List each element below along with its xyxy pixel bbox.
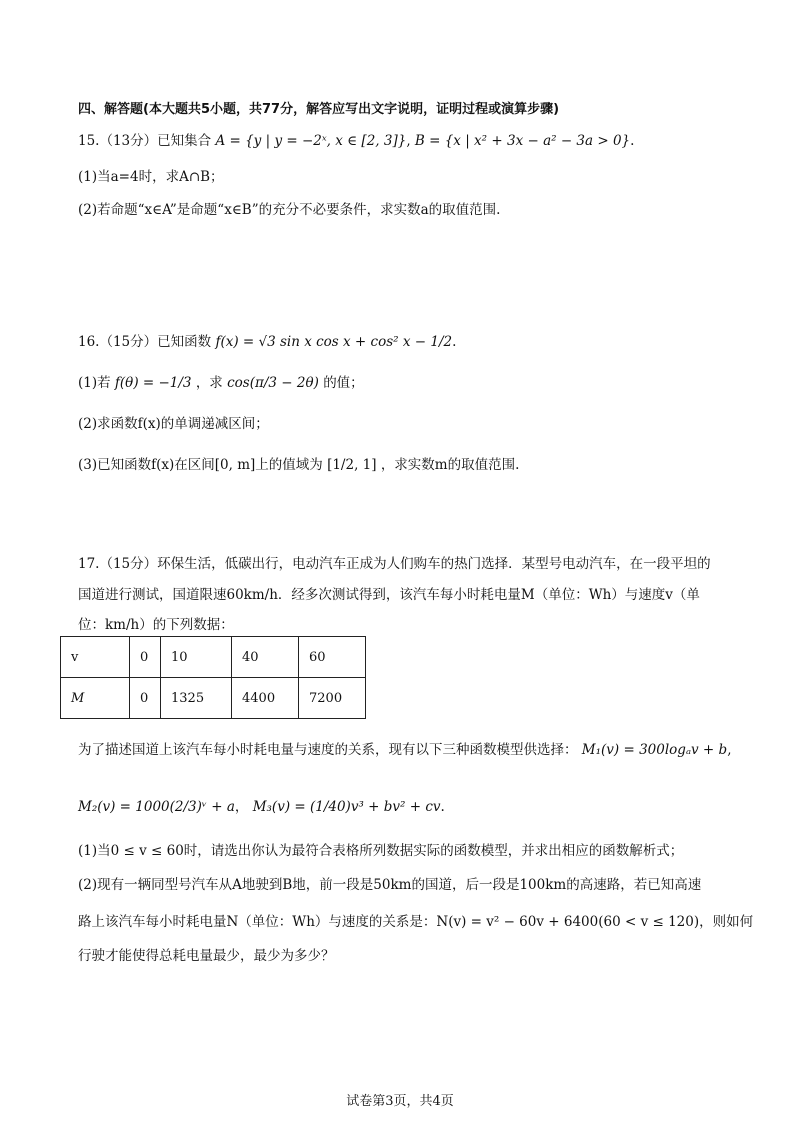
q17-part2-line1: (2)现有一辆同型号汽车从A地驶到B地，前一段是50km的国道，后一段是100km的高速路，若已知高速 <box>78 877 702 893</box>
q16-function: f(x) = √3 sin x cos x + cos² x − 1/2 <box>215 334 453 350</box>
q15-header: 15.（13分）已知集合 A = {y | y = −2ˣ, x ∈ [2, 3]}, B = {x | x² + 3x − a² − 3a > 0}. <box>78 133 635 149</box>
q15-set-b: B = {x | x² + 3x − a² − 3a > 0} <box>414 133 631 149</box>
q15-set-a: A = {y | y = −2ˣ, x ∈ [2, 3]} <box>215 133 407 149</box>
table-cell: 60 <box>299 637 366 678</box>
q17-part1: (1)当0 ≤ v ≤ 60时，请选出你认为最符合表格所列数据实际的函数模型，并求出相应的函数解析式； <box>78 843 684 859</box>
q16-part2: (2)求函数f(x)的单调递减区间； <box>78 416 269 432</box>
data-table <box>60 636 366 719</box>
q16-header: 16.（15分）已知函数 f(x) = √3 sin x cos x + cos² x − 1/2. <box>78 334 457 350</box>
q17-model3: M₃(v) = (1/40)v³ + bv² + cv <box>252 799 441 815</box>
q16-part3 <box>78 455 519 475</box>
table-row <box>61 637 366 678</box>
q16-label: 16.（15分）已知函数 <box>78 334 212 350</box>
q17-models-intro: 为了描述国道上该汽车每小时耗电量与速度的关系，现有以下三种函数模型供选择： M₁(v) = 300logₐv + b, <box>78 742 732 758</box>
q17-model2: M₂(v) = 1000(2/3)ᵛ + a <box>78 799 235 815</box>
q17-part2-line3: 行驶才能使得总耗电量最少，最少为多少？ <box>78 948 335 964</box>
q15-part2: (2)若命题“x∈A”是命题“x∈B”的充分不必要条件，求实数a的取值范围. <box>78 202 501 218</box>
page-footer: 试卷第3页，共4页 <box>346 1094 454 1109</box>
q16-part3-suffix: ，求实数m的取值范围. <box>380 457 520 473</box>
q16-part3-range: [1/2, 1] <box>327 457 377 473</box>
table-cell: 0 <box>130 637 161 678</box>
q17-models-intro-text: 为了描述国道上该汽车每小时耗电量与速度的关系，现有以下三种函数模型供选择： <box>78 742 578 758</box>
q16-part1-suffix: 的值； <box>323 375 364 391</box>
q16-part3-prefix: (3)已知函数f(x)在区间[0, m]上的值域为 <box>78 457 323 473</box>
q16-part1 <box>78 373 364 393</box>
q16-part1-ask: ，求 <box>195 375 223 391</box>
q16-part1-expression: cos(π/3 − 2θ) <box>227 375 319 391</box>
section-title: 四、解答题(本大题共5小题，共77分，解答应写出文字说明，证明过程或演算步骤) <box>78 102 560 117</box>
table-cell: 4400 <box>232 678 299 719</box>
table-cell: M <box>61 678 130 719</box>
table-cell: v <box>61 637 130 678</box>
table-cell: 40 <box>232 637 299 678</box>
table-row <box>61 678 366 719</box>
q17-line3: 位：km/h）的下列数据： <box>78 617 234 633</box>
table-cell: 7200 <box>299 678 366 719</box>
q17-model1: M₁(v) = 300logₐv + b <box>581 742 728 758</box>
table-cell: 1325 <box>161 678 232 719</box>
q16-part1-prefix: (1)若 <box>78 375 111 391</box>
table-cell: 0 <box>130 678 161 719</box>
q17-line1: 17.（15分）环保生活，低碳出行，电动汽车正成为人们购车的热门选择．某型号电动汽车，在一段平坦的 <box>78 556 711 572</box>
q17-part2-line2: 路上该汽车每小时耗电量N（单位：Wh）与速度的关系是：N(v) = v² − 60v + 6400(60 < v ≤ 120)，则如何 <box>78 914 754 930</box>
q17-models-line2: M₂(v) = 1000(2/3)ᵛ + a， M₃(v) = (1/40)v³ + bv² + cv. <box>78 799 445 815</box>
table-cell: 10 <box>161 637 232 678</box>
q17-line2: 国道进行测试，国道限速60km/h．经多次测试得到，该汽车每小时耗电量M（单位：Wh）与速度v（单 <box>78 587 700 603</box>
q15-part1: (1)当a=4时，求A∩B； <box>78 169 224 185</box>
q16-part1-condition: f(θ) = −1/3 <box>114 375 192 391</box>
q15-label: 15.（13分）已知集合 <box>78 133 212 149</box>
